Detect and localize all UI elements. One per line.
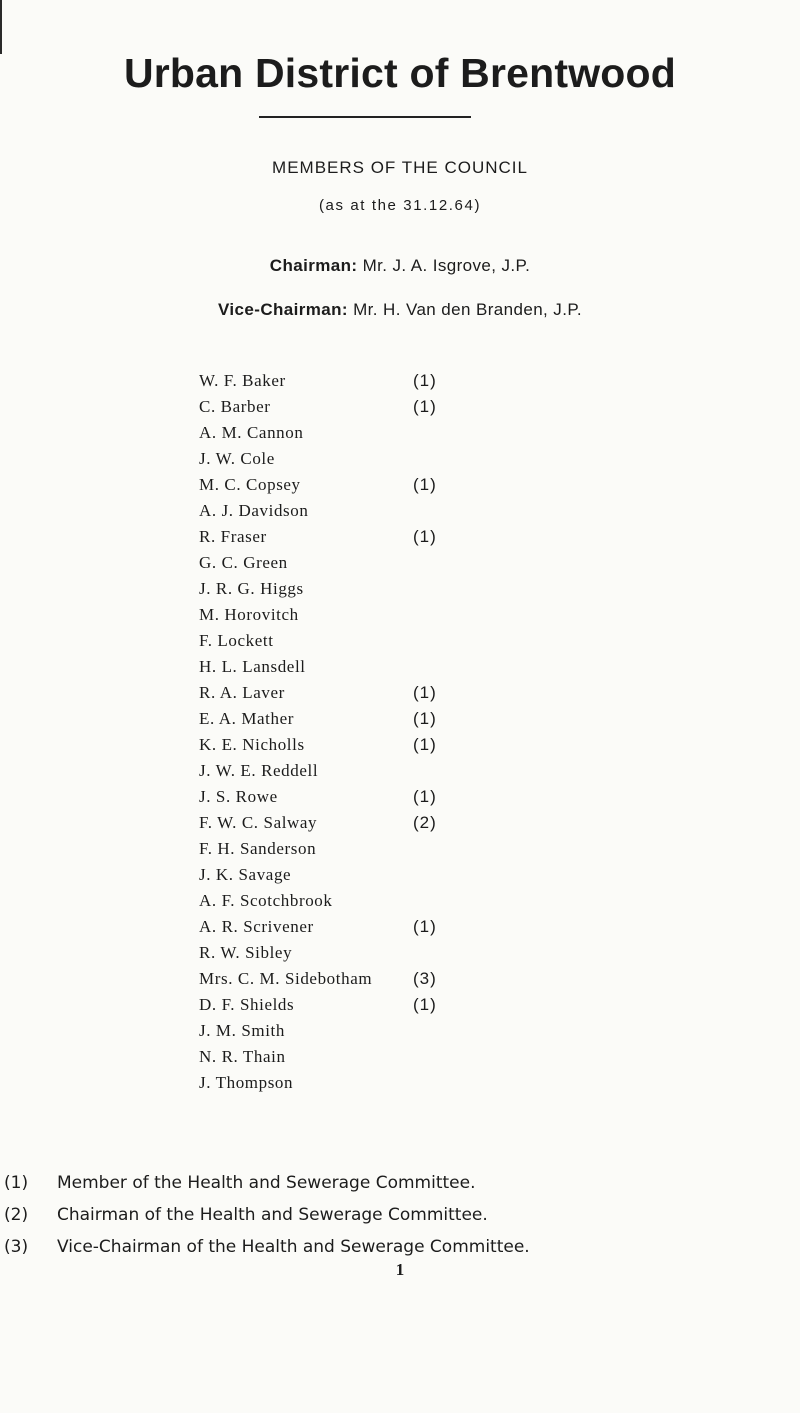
footnote <box>0 1231 800 1263</box>
member-committee-ref: (2) <box>413 813 437 832</box>
member-row <box>199 888 559 914</box>
member-name: J. Thompson <box>199 1073 294 1092</box>
page-number: 1 <box>395 1260 405 1279</box>
member-name: M. C. Copsey <box>199 475 301 494</box>
member-committee-ref: (3) <box>413 969 437 988</box>
page-edge-line <box>0 0 2 54</box>
member-row <box>199 1070 559 1096</box>
member-name: G. C. Green <box>199 553 288 572</box>
member-name: A. F. Scotchbrook <box>199 891 333 910</box>
member-row <box>199 706 559 732</box>
member-name: Mrs. C. M. Sidebotham <box>199 969 373 988</box>
member-row <box>199 758 559 784</box>
member-name: J. M. Smith <box>199 1021 285 1040</box>
page-title: Urban District of Brentwood <box>123 50 677 96</box>
member-name: J. S. Rowe <box>199 787 278 806</box>
member-row <box>199 862 559 888</box>
member-committee-ref: (1) <box>413 397 437 416</box>
member-name: R. W. Sibley <box>199 943 293 962</box>
chairman-line <box>0 256 800 276</box>
member-row <box>199 368 559 394</box>
footnote <box>0 1199 800 1231</box>
footnote-text: Vice-Chairman of the Health and Sewerage Committee. <box>57 1237 530 1257</box>
member-row <box>199 654 559 680</box>
member-name: J. W. E. Reddell <box>199 761 319 780</box>
member-row <box>199 784 559 810</box>
member-row <box>199 524 559 550</box>
member-name: E. A. Mather <box>199 709 295 728</box>
member-name: J. R. G. Higgs <box>199 579 304 598</box>
footnote-text: Member of the Health and Sewerage Committee. <box>57 1173 476 1193</box>
member-row <box>199 576 559 602</box>
member-row <box>199 914 559 940</box>
member-committee-ref: (1) <box>413 683 437 702</box>
member-committee-ref: (1) <box>413 735 437 754</box>
member-committee-ref: (1) <box>413 527 437 546</box>
member-committee-ref: (1) <box>413 475 437 494</box>
chairman-name: Mr. J. A. Isgrove, J.P. <box>362 256 531 275</box>
member-committee-ref: (1) <box>413 787 437 806</box>
vice-chairman-line <box>0 300 800 320</box>
footnote-text: Chairman of the Health and Sewerage Committee. <box>57 1205 488 1225</box>
member-name: D. F. Shields <box>199 995 295 1014</box>
member-committee-ref: (1) <box>413 995 437 1014</box>
footnote <box>0 1167 800 1199</box>
member-name: F. W. C. Salway <box>199 813 318 832</box>
footnote-number: (2) <box>4 1205 29 1225</box>
member-name: M. Horovitch <box>199 605 299 624</box>
member-committee-ref: (1) <box>413 917 437 936</box>
member-row <box>199 732 559 758</box>
member-name: A. R. Scrivener <box>199 917 314 936</box>
member-name: J. W. Cole <box>199 449 275 468</box>
section-heading: MEMBERS OF THE COUNCIL <box>272 158 528 177</box>
member-row <box>199 394 559 420</box>
member-name: A. J. Davidson <box>199 501 309 520</box>
footnote-number: (1) <box>4 1173 29 1193</box>
member-name: N. R. Thain <box>199 1047 286 1066</box>
members-list <box>199 368 559 1096</box>
member-row <box>199 446 559 472</box>
member-name: F. H. Sanderson <box>199 839 317 858</box>
title-underline <box>259 116 471 118</box>
member-committee-ref: (1) <box>413 371 437 390</box>
member-name: A. M. Cannon <box>199 423 304 442</box>
member-row <box>199 420 559 446</box>
member-name: H. L. Lansdell <box>199 657 306 676</box>
member-name: R. Fraser <box>199 527 267 546</box>
member-name: K. E. Nicholls <box>199 735 305 754</box>
member-name: W. F. Baker <box>199 371 286 390</box>
member-row <box>199 628 559 654</box>
member-row <box>199 550 559 576</box>
footnotes-list <box>0 1167 800 1263</box>
member-row <box>199 836 559 862</box>
member-row <box>199 1044 559 1070</box>
member-name: R. A. Laver <box>199 683 285 702</box>
footnote-number: (3) <box>4 1237 29 1257</box>
member-row <box>199 498 559 524</box>
member-row <box>199 472 559 498</box>
member-row <box>199 680 559 706</box>
member-row <box>199 992 559 1018</box>
member-name: C. Barber <box>199 397 271 416</box>
member-row <box>199 810 559 836</box>
member-row <box>199 966 559 992</box>
member-name: J. K. Savage <box>199 865 292 884</box>
member-row <box>199 602 559 628</box>
chairman-label: Chairman: <box>269 256 358 275</box>
as-at-date: (as at the 31.12.64) <box>318 197 482 214</box>
member-row <box>199 1018 559 1044</box>
member-committee-ref: (1) <box>413 709 437 728</box>
member-row <box>199 940 559 966</box>
vice-chairman-name: Mr. H. Van den Branden, J.P. <box>353 300 582 319</box>
member-name: F. Lockett <box>199 631 274 650</box>
vice-chairman-label: Vice-Chairman: <box>218 300 348 319</box>
